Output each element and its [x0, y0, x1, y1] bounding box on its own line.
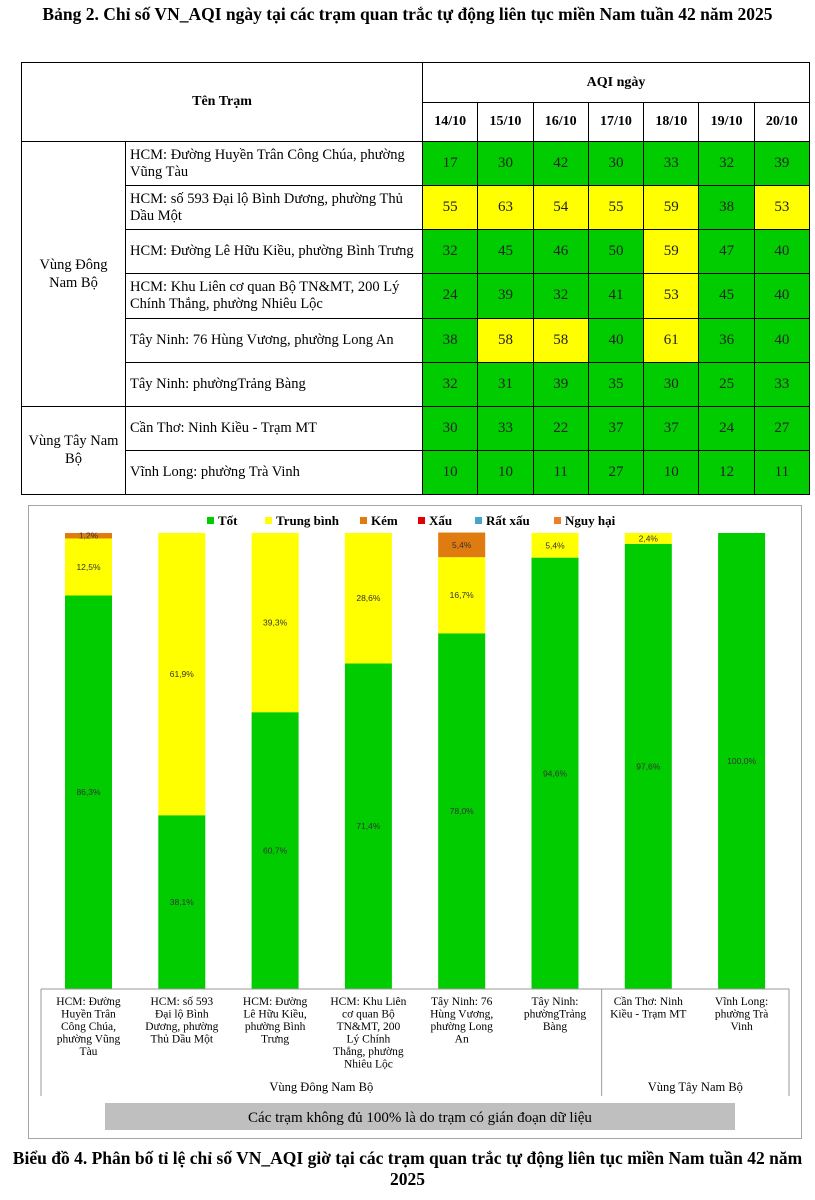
aqi-value: 38 [699, 186, 754, 230]
aqi-value: 58 [533, 318, 588, 362]
aqi-value: 32 [423, 230, 478, 274]
note-text: Các trạm không đủ 100% là do trạm có gián đoạn dữ liệu [248, 1110, 592, 1126]
legend-swatch [418, 517, 425, 524]
aqi-value: 39 [533, 362, 588, 406]
category-label: Huyền Trân [61, 1008, 116, 1021]
aqi-value: 39 [478, 274, 533, 318]
aqi-value: 40 [588, 318, 643, 362]
category-label: Tàu [79, 1046, 98, 1058]
data-label: 5,4% [452, 539, 472, 550]
data-label: 97,6% [636, 761, 661, 772]
aqi-value: 59 [644, 230, 699, 274]
aqi-value: 39 [754, 142, 809, 186]
aqi-value: 37 [588, 406, 643, 450]
table-header-row [22, 63, 810, 103]
data-label: 100,0% [727, 756, 757, 766]
data-label: 28,6% [356, 593, 381, 604]
legend-swatch [265, 517, 272, 524]
header-date: 14/10 [423, 103, 478, 142]
aqi-value: 33 [754, 362, 809, 406]
aqi-value: 11 [533, 450, 588, 494]
aqi-value: 38 [423, 318, 478, 362]
aqi-value: 40 [754, 274, 809, 318]
table-caption: Bảng 2. Chỉ số VN_AQI ngày tại các trạm quan trắc tự động liên tục miền Nam tuần 42 năm 2025 [42, 4, 773, 24]
category-label: phường Long [430, 1021, 493, 1033]
category-label: Dương, phường [145, 1021, 219, 1033]
aqi-value: 32 [423, 362, 478, 406]
category-label: Vinh [730, 1021, 753, 1033]
data-label: 16,7% [449, 590, 474, 601]
category-label: Tây Ninh: 76 [431, 996, 493, 1008]
category-label: Bàng [542, 1021, 568, 1033]
header-date: 19/10 [699, 103, 754, 142]
aqi-value: 33 [644, 142, 699, 186]
aqi-value: 27 [588, 450, 643, 494]
aqi-value: 24 [423, 274, 478, 318]
aqi-value: 27 [754, 406, 809, 450]
station-name: HCM: Đường Lê Hữu Kiều, phường Bình Trưng [126, 230, 423, 274]
aqi-value: 55 [588, 186, 643, 230]
aqi-value: 25 [699, 362, 754, 406]
header-date: 18/10 [644, 103, 699, 142]
station-name: HCM: Khu Liên cơ quan Bộ TN&MT, 200 Lý Chính Thắng, phường Nhiêu Lộc [126, 274, 423, 318]
table-row [22, 318, 810, 362]
header-station: Tên Trạm [22, 63, 423, 142]
data-label: 5,4% [545, 540, 565, 551]
category-label: cơ quan Bộ [342, 1008, 395, 1021]
aqi-value: 40 [754, 318, 809, 362]
category-label: phường Trà [714, 1008, 769, 1021]
header-date: 15/10 [478, 103, 533, 142]
region-cell: Vùng Tây Nam Bộ [22, 406, 126, 494]
aqi-value: 47 [699, 230, 754, 274]
category-label: Hùng Vương, [430, 1008, 494, 1021]
aqi-value: 32 [533, 274, 588, 318]
aqi-value: 30 [588, 142, 643, 186]
header-date: 20/10 [754, 103, 809, 142]
aqi-value: 50 [588, 230, 643, 274]
data-label: 2,4% [638, 533, 658, 544]
stacked-bar-chart [29, 506, 801, 1138]
category-label: Cần Thơ: Ninh [613, 996, 683, 1008]
aqi-value: 45 [478, 230, 533, 274]
legend-swatch [360, 517, 367, 524]
aqi-value: 53 [644, 274, 699, 318]
legend-label: Tốt [218, 513, 238, 528]
aqi-value: 46 [533, 230, 588, 274]
aqi-table [21, 62, 810, 495]
category-label: Kiều - Trạm MT [610, 1008, 687, 1021]
aqi-value: 42 [533, 142, 588, 186]
chart-caption: Biểu đồ 4. Phân bố tỉ lệ chỉ số VN_AQI giờ tại các trạm quan trắc tự động liên tục miền Nam tuần 42 năm 2025 [12, 1148, 803, 1189]
category-label: phường Bình [244, 1021, 306, 1033]
aqi-value: 55 [423, 186, 478, 230]
station-name: Tây Ninh: phườngTrảng Bàng [126, 362, 423, 406]
header-aqi-group: AQI ngày [423, 63, 810, 103]
data-label: 39,3% [263, 617, 288, 628]
legend-swatch [475, 517, 482, 524]
group-label: Vùng Tây Nam Bộ [647, 1080, 743, 1094]
legend-swatch [554, 517, 561, 524]
table-row [22, 230, 810, 274]
category-label: TN&MT, 200 [336, 1021, 401, 1033]
legend-label: Kém [371, 513, 398, 528]
aqi-value: 24 [699, 406, 754, 450]
aqi-value: 10 [644, 450, 699, 494]
table-row [22, 142, 810, 186]
station-name: Cần Thơ: Ninh Kiều - Trạm MT [126, 406, 423, 450]
station-name: Vĩnh Long: phường Trà Vinh [126, 450, 423, 494]
category-label: phườngTrảng [523, 1008, 587, 1021]
category-label: Công Chúa, [61, 1021, 116, 1033]
legend-swatch [207, 517, 214, 524]
data-label: 12,5% [76, 561, 101, 572]
data-label: 78,0% [449, 806, 474, 817]
aqi-value: 31 [478, 362, 533, 406]
station-name: HCM: số 593 Đại lộ Bình Dương, phường Thủ Dầu Một [126, 186, 423, 230]
aqi-value: 54 [533, 186, 588, 230]
aqi-value: 30 [423, 406, 478, 450]
category-label: HCM: Khu Liên [330, 996, 407, 1008]
category-label: Lê Hữu Kiều, [243, 1008, 307, 1021]
data-label: 71,4% [356, 821, 381, 832]
aqi-value: 10 [478, 450, 533, 494]
category-label: Thủ Dầu Một [150, 1033, 214, 1046]
aqi-value: 32 [699, 142, 754, 186]
category-label: Lý Chính [346, 1033, 391, 1046]
chart-container [28, 505, 802, 1139]
aqi-value: 22 [533, 406, 588, 450]
aqi-value: 30 [478, 142, 533, 186]
table-row [22, 362, 810, 406]
aqi-value: 40 [754, 230, 809, 274]
data-label: 60,7% [263, 845, 288, 856]
aqi-value: 12 [699, 450, 754, 494]
aqi-value: 30 [644, 362, 699, 406]
aqi-value: 41 [588, 274, 643, 318]
legend-label: Trung bình [276, 513, 339, 528]
station-name: Tây Ninh: 76 Hùng Vương, phường Long An [126, 318, 423, 362]
region-cell: Vùng Đông Nam Bộ [22, 142, 126, 407]
aqi-value: 45 [699, 274, 754, 318]
header-date: 16/10 [533, 103, 588, 142]
aqi-value: 59 [644, 186, 699, 230]
data-label: 94,6% [542, 768, 568, 779]
category-label: HCM: Đường [242, 996, 308, 1008]
category-label: An [454, 1033, 469, 1046]
aqi-value: 35 [588, 362, 643, 406]
category-label: HCM: số 593 [150, 996, 214, 1008]
data-label: 1,2% [78, 530, 99, 541]
aqi-value: 37 [644, 406, 699, 450]
aqi-value: 63 [478, 186, 533, 230]
legend-label: Nguy hại [565, 513, 616, 528]
category-label: Vĩnh Long: [714, 996, 769, 1008]
category-label: Đại lộ Bình [154, 1008, 209, 1021]
category-label: phường Vũng [56, 1033, 121, 1046]
aqi-value: 53 [754, 186, 809, 230]
category-label: HCM: Đường [56, 996, 121, 1008]
aqi-value: 10 [423, 450, 478, 494]
category-label: Trưng [261, 1033, 290, 1046]
aqi-value: 11 [754, 450, 809, 494]
category-label: Tây Ninh: [531, 996, 579, 1008]
header-date: 17/10 [588, 103, 643, 142]
group-label: Vùng Đông Nam Bộ [269, 1080, 374, 1094]
aqi-value: 36 [699, 318, 754, 362]
station-name: HCM: Đường Huyền Trân Công Chúa, phường Vũng Tàu [126, 142, 423, 186]
legend-label: Rất xấu [486, 513, 530, 528]
data-label: 61,9% [169, 669, 194, 680]
table-row [22, 186, 810, 230]
legend-label: Xấu [429, 513, 453, 528]
aqi-value: 58 [478, 318, 533, 362]
category-label: Thắng, phường [333, 1046, 404, 1058]
aqi-value: 17 [423, 142, 478, 186]
aqi-value: 61 [644, 318, 699, 362]
table-row [22, 450, 810, 494]
data-label: 38,1% [169, 897, 194, 908]
data-label: 86,3% [76, 787, 101, 798]
category-label: Nhiêu Lộc [343, 1058, 393, 1071]
aqi-value: 33 [478, 406, 533, 450]
table-row [22, 274, 810, 318]
table-row [22, 406, 810, 450]
